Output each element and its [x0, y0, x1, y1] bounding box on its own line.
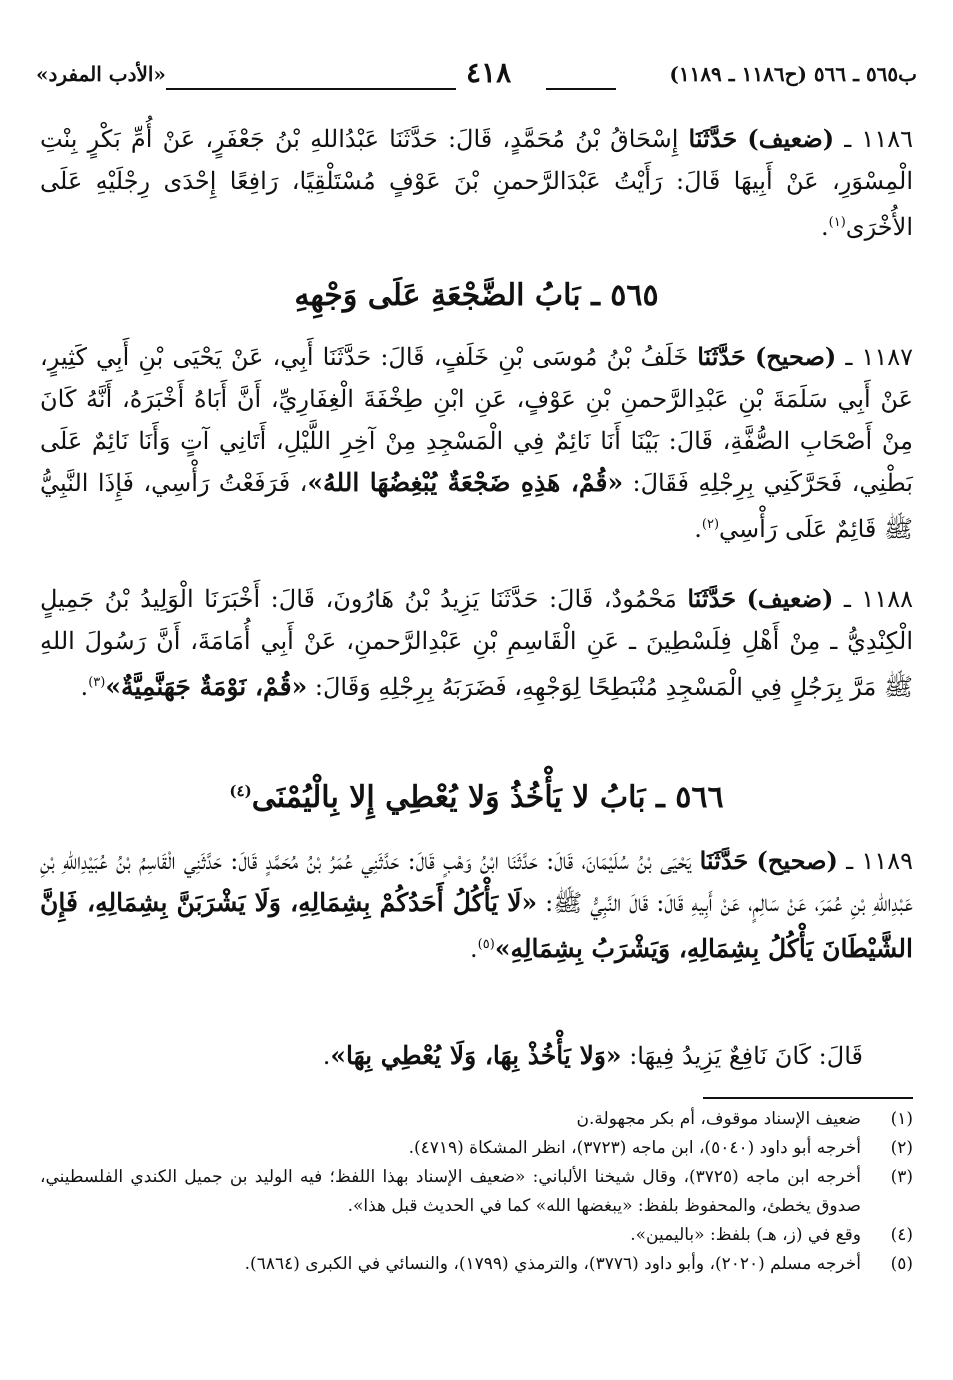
hadith-grade: (ضعيف) [747, 124, 835, 153]
hadith-1187 [40, 336, 913, 550]
footnote-text: أخرجه ابن ماجه (٣٧٢٥)، وقال شيخنا الألباني: «ضعيف الإسناد بهذا اللفظ؛ فيه الوليد بن جميل الكندي الفلسطيني، صدوق يخطئ، والمحفوظ بلفظ: «يبغضها الله» كما في الحديث قبل هذا». [40, 1167, 861, 1216]
footnote-ref: (٤) [229, 782, 252, 800]
footnote-2 [40, 1134, 913, 1163]
header-section-range: ب٥٦٥ ـ ٥٦٦ (ح١١٨٦ ـ ١١٨٩) [669, 62, 917, 86]
hadith-grade: (صحيح) [756, 846, 838, 875]
footnote-number: (٣) [890, 1167, 913, 1187]
haddathana: حَدَّثَنَا [687, 584, 737, 613]
page-number: ٤١٨ [466, 56, 512, 89]
hadith-1188 [40, 578, 913, 708]
footnote-number: (٥) [890, 1254, 913, 1274]
chapter-title-text: ٥٦٦ ـ بَابُ لا يَأْخُذُ وَلا يُعْطِي إِلا بِالْيُمْنَى [251, 780, 724, 815]
addition-text: قَالَ: كَانَ نَافِعٌ يَزِيدُ فِيهَا: [629, 1042, 863, 1070]
hadith-text: إِسْحَاقُ بْنُ مُحَمَّدٍ، قَالَ: حَدَّثَنَا عَبْدُاللهِ بْنُ جَعْفَرٍ، عَنْ أُمِّ بَكْرٍ بِنْتِ الْمِسْوَرِ، عَنْ أَبِيهَا قَالَ: رَأَيْتُ عَبْدَالرَّحمنِ بْنَ عَوْفٍ مُسْتَلْقِيًا، رَافِعًا إِحْدَى رِجْلَيْهِ عَلَى الأُخْرَى [40, 125, 913, 241]
footnote-text: أخرجه أبو داود (٥٠٤٠)، ابن ماجه (٣٧٢٣)، انظر المشكاة (٤٧١٩). [408, 1138, 861, 1158]
footnote-ref: (٢) [701, 517, 720, 532]
footnote-number: (٢) [890, 1138, 913, 1158]
chapter-566 [40, 780, 913, 815]
prophetic-quote: «قُمْ، هَذِهِ ضَجْعَةٌ يُبْغِضُهَا اللهُ» [307, 468, 624, 497]
addition-end: . [322, 1042, 331, 1070]
footnotes [40, 1105, 913, 1279]
prophetic-quote: «لَا يَأْكُلُ أَحَدُكُمْ بِشِمَالِهِ، وَلَا يَشْرَبَنَّ بِشِمَالِهِ، فَإِنَّ الشَّيْطَانَ يَأْكُلُ بِشِمَالِهِ، وَيَشْرَبُ بِشِمَالِهِ» [40, 888, 913, 963]
hadith-text-continued: ، فَرَفَعْتُ رَأْسِي، فَإِذَا النَّبِيُّ ﷺ قَائِمٌ عَلَى رَأْسِي [40, 469, 913, 543]
hadith-paragraph [40, 840, 913, 970]
haddathana: حَدَّثَنَا [697, 342, 746, 371]
hadith-1186 [40, 118, 913, 248]
footnote-separator [703, 1097, 913, 1099]
header-rule-right [546, 88, 616, 90]
addition-paragraph [40, 1035, 863, 1077]
haddathana: حَدَّثَنَا [688, 124, 738, 153]
hadith-number: ١١٨٦ ـ [844, 125, 913, 153]
hadith-grade: (صحيح) [754, 342, 837, 371]
footnote-1 [40, 1105, 913, 1134]
chapter-title [40, 780, 913, 815]
header-book-title: «الأدب المفرد» [36, 62, 166, 86]
footnote-3 [40, 1163, 913, 1221]
hadith-end: . [80, 673, 89, 701]
chapter-title: ٥٦٥ ـ بَابُ الضَّجْعَةِ عَلَى وَجْهِهِ [294, 278, 659, 313]
prophetic-quote: «قُمْ، نَوْمَةٌ جَهَنَّمِيَّةٌ» [105, 672, 308, 701]
footnote-text: أخرجه مسلم (٢٠٢٠)، وأبو داود (٣٧٧٦)، والترمذي (١٧٩٩)، والنسائي في الكبرى (٦٨٦٤). [244, 1254, 861, 1274]
footnote-5 [40, 1250, 913, 1279]
footnote-text: ضعيف الإسناد موقوف، أم بكر مجهولة.ن [576, 1109, 861, 1129]
haddathana: حَدَّثَنَا [699, 846, 749, 875]
hadith-end: . [821, 213, 829, 241]
footnote-number: (١) [890, 1109, 913, 1129]
footnote-ref: (٥) [477, 937, 495, 952]
addition-quote: «وَلا يَأْخُذْ بِهَا، وَلَا يُعْطِي بِهَا» [330, 1041, 622, 1070]
hadith-number: ١١٨٧ ـ [845, 343, 913, 371]
footnote-4 [40, 1221, 913, 1250]
nafi-addition [40, 1035, 863, 1077]
hadith-text: يَحْيَى بْنُ سُلَيْمَانَ، قَالَ: حَدَّثَنَا ابْنُ وَهْبٍ قَالَ: حَدَّثَنِي عُمَرُ بْنُ مُحَمَّدٍ قَالَ: حَدَّثَنِي الْقَاسِمُ بْنُ عُبَيْدِاللهِ بْنِ عَبْدِاللهِ بْنِ عُمَرَ، عَنْ سَالِمٍ، عَنْ أَبِيهِ قَالَ: قَالَ النَّبِيُّ ﷺ: [40, 847, 913, 917]
footnote-text: وقع في (ز، هـ) بلفظ: «باليمين». [630, 1225, 861, 1245]
hadith-1189 [40, 840, 913, 970]
footnote-ref: (١) [828, 215, 846, 230]
hadith-paragraph [40, 118, 913, 248]
page-header [36, 56, 917, 98]
hadith-text: مَحْمُودٌ، قَالَ: حَدَّثَنَا يَزِيدُ بْنُ هَارُونَ، قَالَ: أَخْبَرَنَا الْوَلِيدُ بْنُ جَمِيلٍ الْكِنْدِيُّ ـ مِنْ أَهْلِ فِلَسْطِينَ ـ عَنِ الْقَاسِمِ بْنِ عَبْدِالرَّحمنِ، عَنْ أَبِي أُمَامَةَ، أَنَّ رَسُولَ اللهِ ﷺ مَرَّ بِرَجُلٍ فِي الْمَسْجِدِ مُنْبَطِحًا لِوَجْهِهِ، فَضَرَبَهُ بِرِجْلِهِ وَقَالَ: [40, 585, 913, 701]
header-rule-left [166, 88, 456, 90]
footnote-number: (٤) [890, 1225, 913, 1245]
hadith-paragraph [40, 578, 913, 708]
hadith-grade: (ضعيف) [746, 584, 834, 613]
footnote-ref: (٣) [88, 675, 106, 690]
hadith-end: . [694, 515, 702, 543]
hadith-end: . [470, 935, 478, 963]
hadith-number: ١١٨٩ ـ [846, 847, 913, 875]
hadith-number: ١١٨٨ ـ [843, 585, 913, 613]
chapter-565 [40, 278, 913, 313]
hadith-text: خَلَفُ بْنُ مُوسَى بْنِ خَلَفٍ، قَالَ: حَدَّثَنَا أَبِي، عَنْ يَحْيَى بْنِ أَبِي كَثِيرٍ، عَنْ أَبِي سَلَمَةَ بْنِ عَبْدِالرَّحمنِ بْنِ عَوْفٍ، عَنِ ابْنِ طِخْفَةَ الْغِفَارِيِّ، أَنَّ أَبَاهُ أَخْبَرَهُ، أَنَّهُ كَانَ مِنْ أَصْحَابِ الصُّفَّةِ، قَالَ: بَيْنَا أَنَا نَائِمٌ فِي الْمَسْجِدِ مِنْ آخِرِ اللَّيْلِ، أَتَانِي آتٍ وَأَنَا نَائِمٌ عَلَى بَطْنِي، فَحَرَّكَنِي بِرِجْلِهِ فَقَالَ: [40, 343, 913, 497]
hadith-paragraph [40, 336, 913, 550]
